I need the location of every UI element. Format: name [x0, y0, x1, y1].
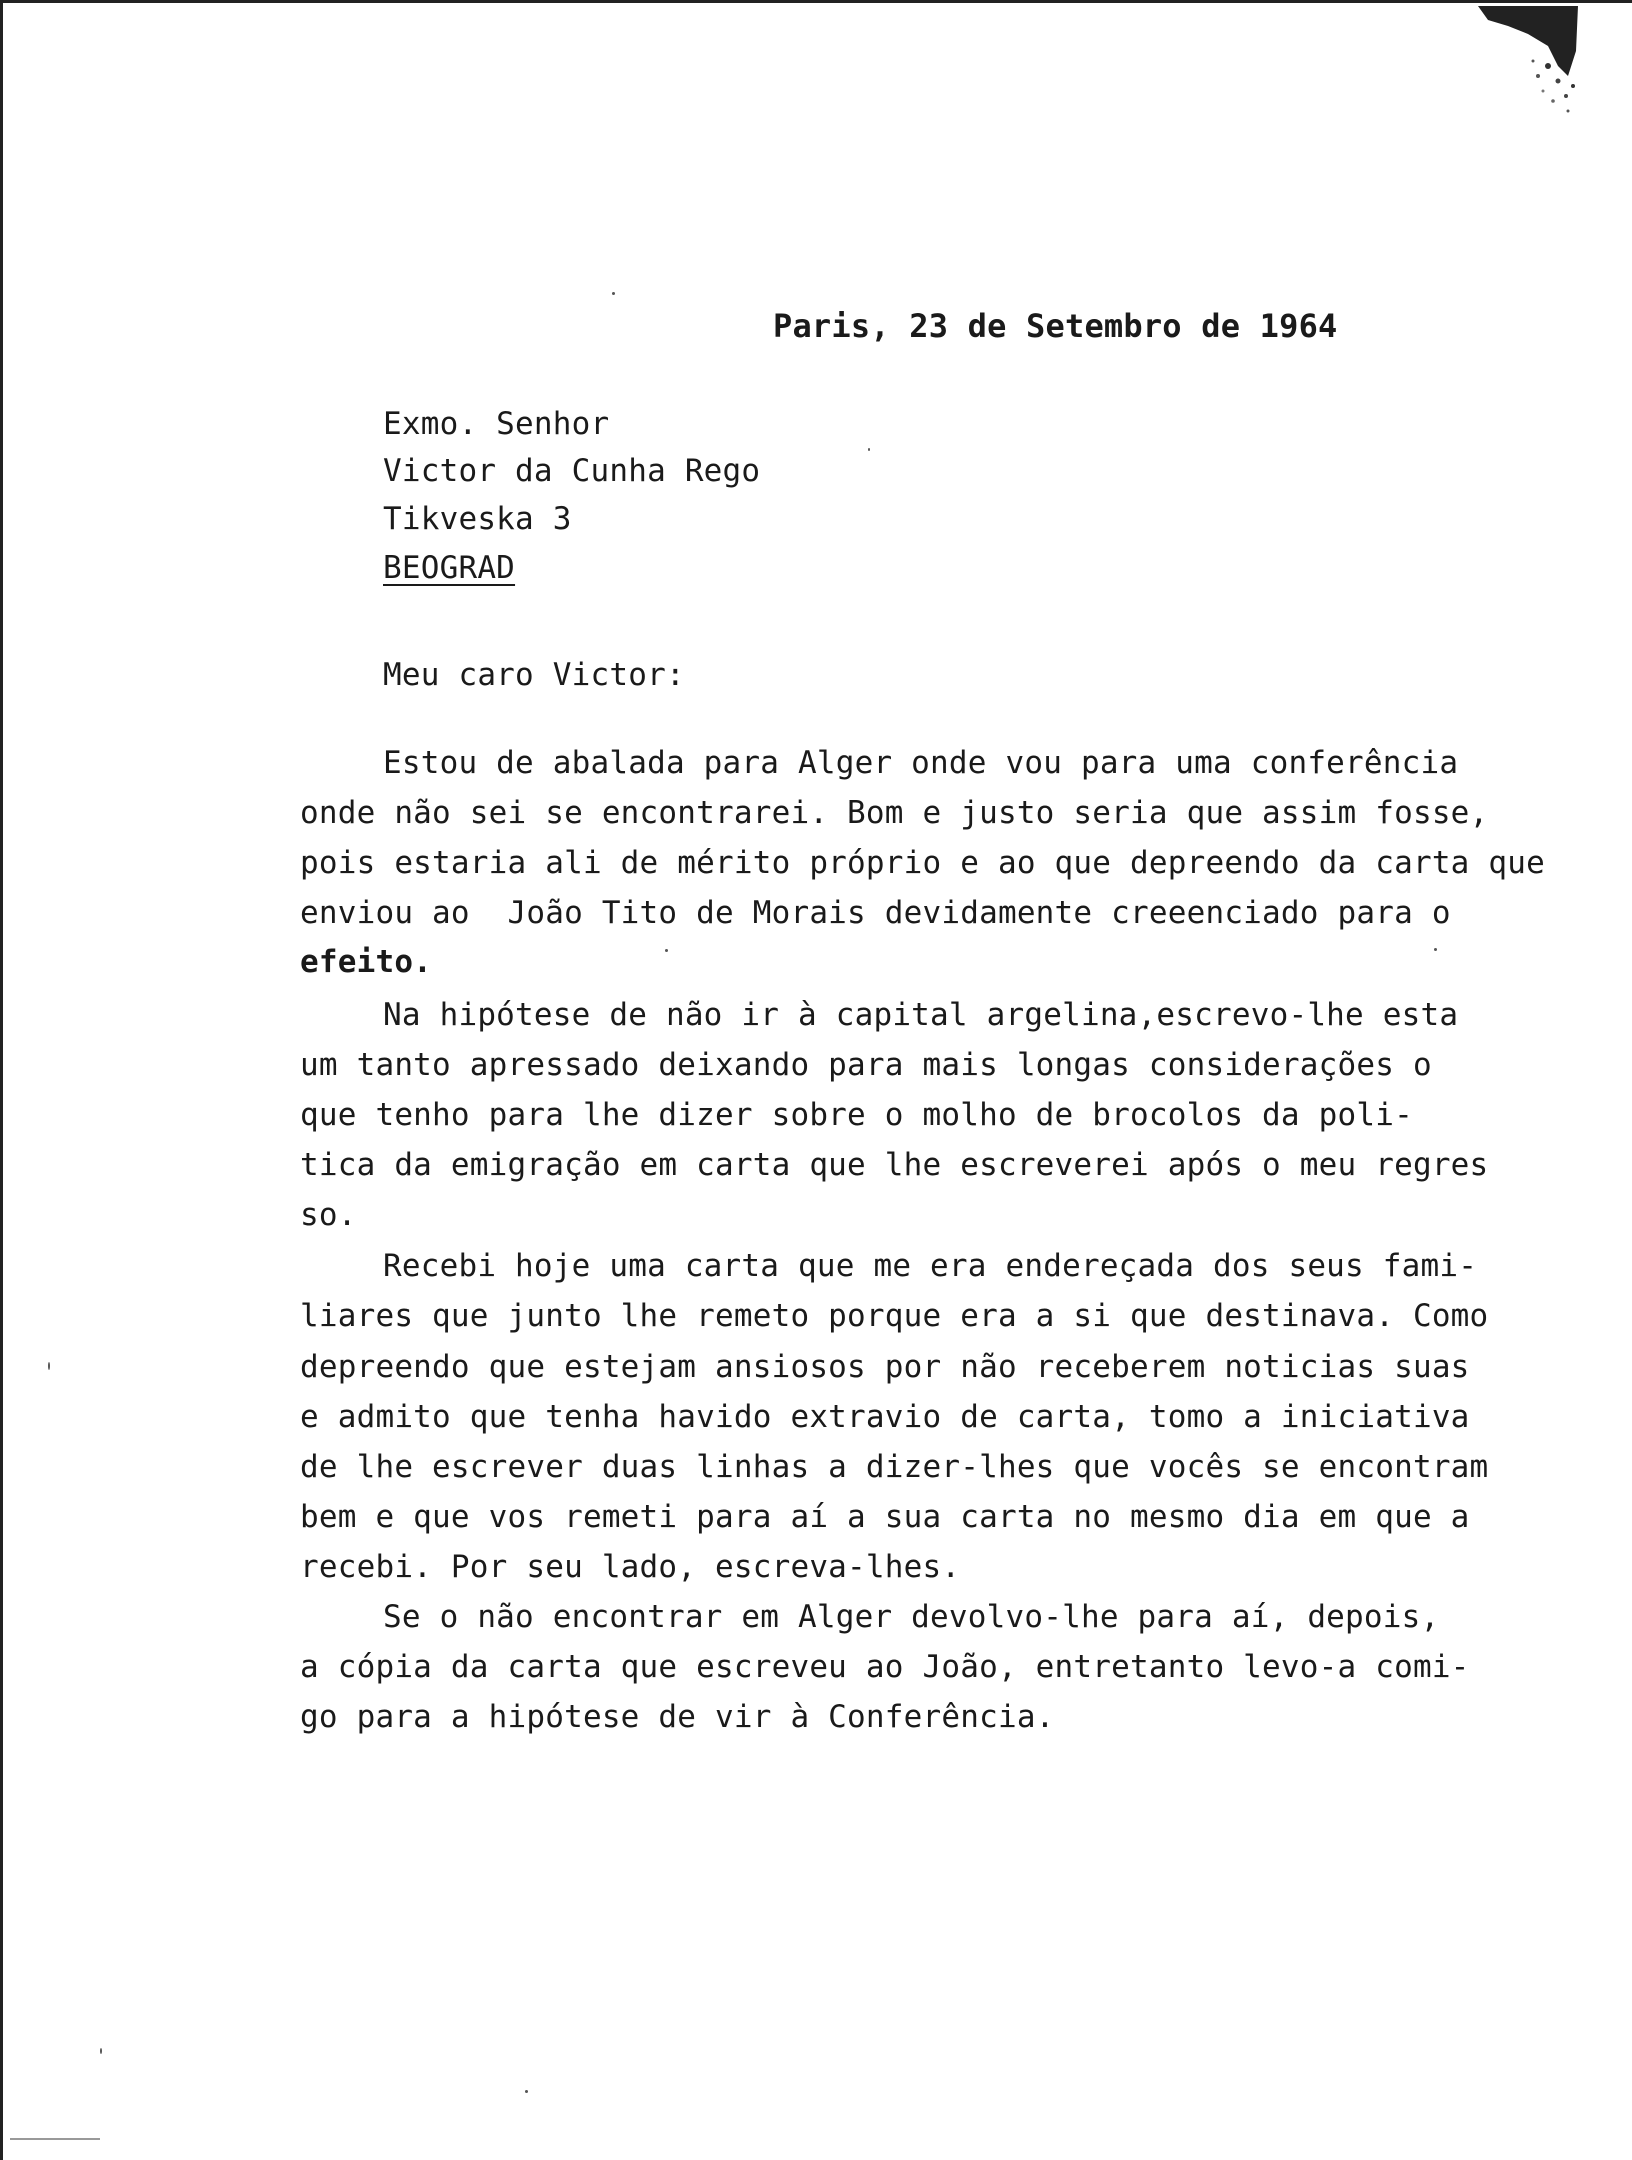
- scan-speck: [868, 448, 870, 451]
- recipient-name: Victor da Cunha Rego: [383, 453, 761, 489]
- recipient-title: Exmo. Senhor: [383, 406, 610, 442]
- paragraph-3-line-4: e admito que tenha havido extravio de carta, tomo a iniciativa: [300, 1399, 1470, 1435]
- paragraph-2-line-1: Na hipótese de não ir à capital argelina,escrevo-lhe esta: [383, 997, 1459, 1033]
- paragraph-1-line-5: efeito.: [300, 944, 433, 980]
- scan-speck: [612, 292, 615, 295]
- paragraph-4-line-1: Se o não encontrar em Alger devolvo-lhe para aí, depois,: [383, 1599, 1440, 1635]
- paragraph-3-line-6: bem e que vos remeti para aí a sua carta no mesmo dia em que a: [300, 1499, 1470, 1535]
- ink-smudge-mark: [1478, 6, 1578, 126]
- letter-dateline: Paris, 23 de Setembro de 1964: [773, 307, 1338, 345]
- salutation: Meu caro Victor:: [383, 657, 685, 693]
- paragraph-2-line-3: que tenho para lhe dizer sobre o molho de brocolos da poli-: [300, 1097, 1413, 1133]
- paragraph-4-line-3: go para a hipótese de vir à Conferência.: [300, 1699, 1055, 1735]
- paragraph-3-line-7: recebi. Por seu lado, escreva-lhes.: [300, 1549, 961, 1585]
- paragraph-3-line-5: de lhe escrever duas linhas a dizer-lhes que vocês se encontram: [300, 1449, 1489, 1485]
- recipient-city: BEOGRAD: [383, 550, 516, 586]
- scan-speck: [48, 1362, 50, 1370]
- paragraph-3-line-3: depreendo que estejam ansiosos por não receberem noticias suas: [300, 1349, 1470, 1385]
- paragraph-1-line-3: pois estaria ali de mérito próprio e ao que depreendo da carta que: [300, 845, 1545, 881]
- paragraph-1-line-4: enviou ao João Tito de Morais devidamente creeenciado para o: [300, 895, 1451, 931]
- scan-speck: [525, 2090, 528, 2093]
- scan-speck: [100, 2048, 102, 2054]
- paragraph-2-line-4: tica da emigração em carta que lhe escreverei após o meu regres: [300, 1147, 1489, 1183]
- page-edge-top: [0, 0, 1632, 3]
- paragraph-3-line-2: liares que junto lhe remeto porque era a si que destinava. Como: [300, 1298, 1489, 1334]
- scan-speck: [665, 949, 668, 952]
- scan-speck: [10, 2138, 100, 2140]
- paragraph-1-line-2: onde não sei se encontrarei. Bom e justo seria que assim fosse,: [300, 795, 1489, 831]
- paragraph-2-line-5: so.: [300, 1197, 357, 1233]
- paragraph-1-line-1: Estou de abalada para Alger onde vou para uma conferência: [383, 745, 1459, 781]
- paragraph-2-line-2: um tanto apressado deixando para mais longas considerações o: [300, 1047, 1432, 1083]
- paragraph-3-line-1: Recebi hoje uma carta que me era endereçada dos seus fami-: [383, 1248, 1478, 1284]
- paragraph-4-line-2: a cópia da carta que escreveu ao João, entretanto levo-a comi-: [300, 1649, 1470, 1685]
- page-edge-left: [0, 0, 3, 2160]
- recipient-street: Tikveska 3: [383, 501, 572, 537]
- scan-speck: [1434, 948, 1437, 951]
